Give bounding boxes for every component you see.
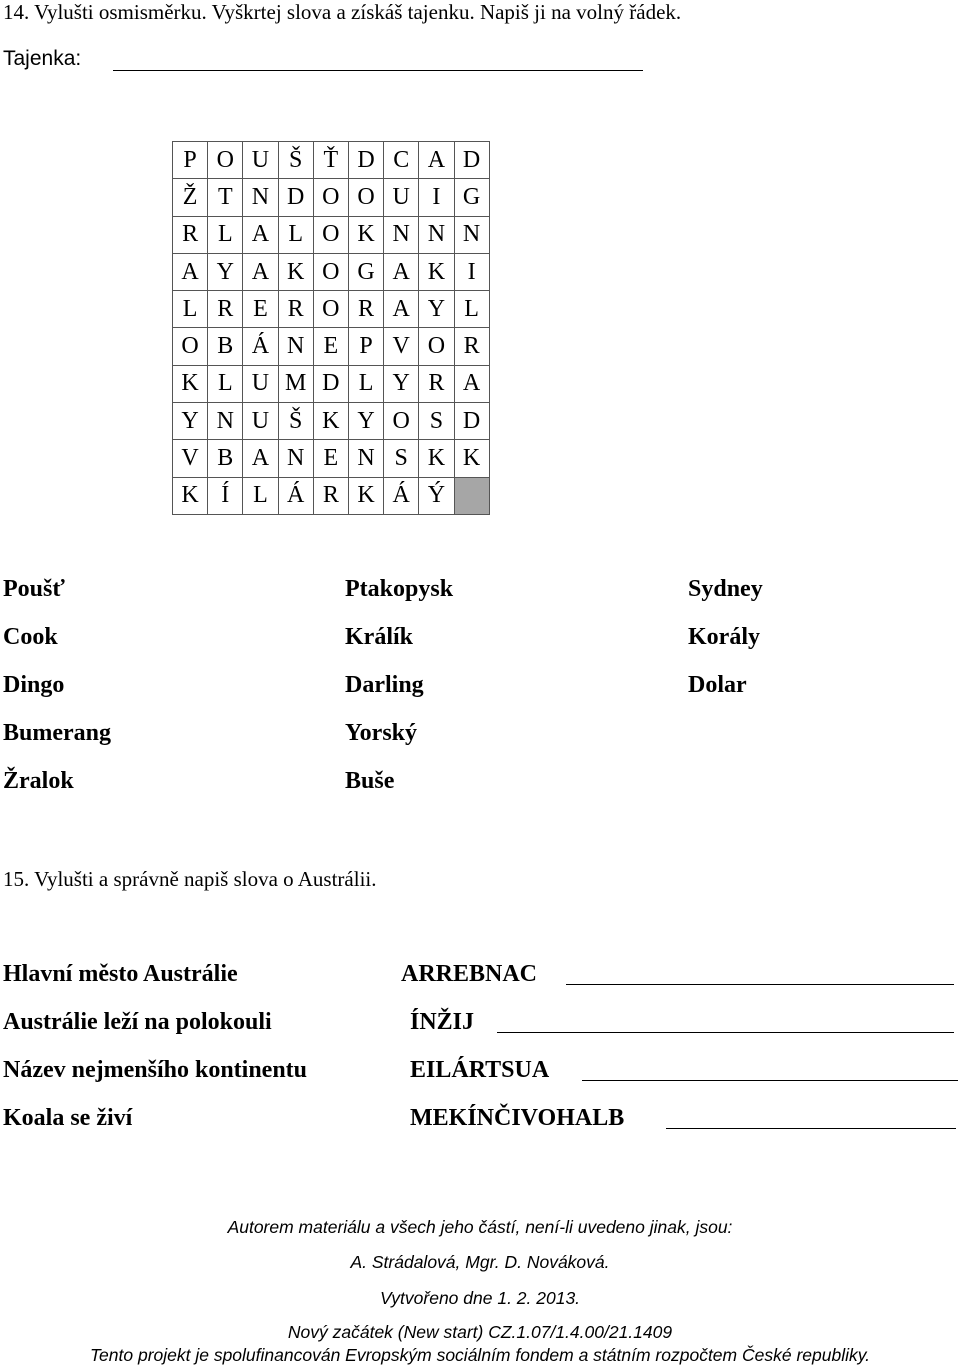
footer-date: Vytvořeno dne 1. 2. 2013. — [379, 1288, 581, 1308]
grid-cell: Ť — [313, 142, 348, 179]
grid-cell: Í — [208, 477, 243, 514]
footer-authors: A. Strádalová, Mgr. D. Nováková. — [350, 1252, 610, 1272]
word-item: Korály — [688, 624, 760, 650]
grid-cell: N — [384, 216, 419, 253]
scrambled-word: ARREBNAC — [401, 961, 538, 987]
grid-cell: K — [313, 403, 348, 440]
question-label: Austrálie leží na polokouli — [3, 1009, 272, 1035]
grid-cell: R — [348, 291, 383, 328]
grid-cell: I — [419, 179, 454, 216]
question-label: Hlavní město Austrálie — [3, 961, 238, 987]
grid-cell: I — [454, 253, 489, 290]
grid-row — [173, 328, 490, 365]
grid-cell: A — [173, 253, 208, 290]
grid-cell: E — [243, 291, 278, 328]
grid-cell: Á — [278, 477, 313, 514]
task-15-instruction: 15. Vylušti a správně napiš slova o Austrálii. — [3, 867, 377, 891]
grid-cell: A — [419, 142, 454, 179]
grid-cell: L — [243, 477, 278, 514]
grid-cell: U — [243, 142, 278, 179]
grid-cell: N — [278, 328, 313, 365]
grid-cell: O — [173, 328, 208, 365]
answer-line[interactable] — [666, 1128, 956, 1129]
grid-row — [173, 365, 490, 402]
grid-cell: Y — [208, 253, 243, 290]
grid-cell: Y — [419, 291, 454, 328]
word-item: Bumerang — [3, 720, 111, 746]
grid-cell: G — [454, 179, 489, 216]
grid-cell: R — [173, 216, 208, 253]
grid-cell: K — [419, 440, 454, 477]
grid-cell: S — [384, 440, 419, 477]
grid-cell: K — [348, 477, 383, 514]
grid-cell: N — [348, 440, 383, 477]
grid-row — [173, 291, 490, 328]
tajenka-answer-line[interactable] — [113, 70, 643, 71]
grid-cell: K — [278, 253, 313, 290]
tajenka-label: Tajenka: — [3, 47, 82, 70]
grid-cell: Ý — [419, 477, 454, 514]
grid-row — [173, 179, 490, 216]
grid-cell: R — [313, 477, 348, 514]
grid-cell: D — [278, 179, 313, 216]
grid-cell: L — [348, 365, 383, 402]
word-item: Králík — [345, 624, 414, 650]
grid-row — [173, 142, 490, 179]
grid-cell: A — [454, 365, 489, 402]
grid-row — [173, 440, 490, 477]
grid-cell: L — [173, 291, 208, 328]
word-item: Buše — [345, 768, 395, 794]
grid-cell: O — [208, 142, 243, 179]
scrambled-word: MEKÍNČIVOHALB — [410, 1105, 625, 1131]
answer-line[interactable] — [566, 984, 954, 985]
grid-cell: P — [348, 328, 383, 365]
footer-project: Nový začátek (New start) CZ.1.07/1.4.00/21.1409 — [287, 1322, 673, 1342]
footer-author-line: Autorem materiálu a všech jeho částí, není-li uvedeno jinak, jsou: — [227, 1217, 733, 1237]
grid-cell: N — [208, 403, 243, 440]
grid-row — [173, 253, 490, 290]
grid-cell: B — [208, 328, 243, 365]
grid-cell: M — [278, 365, 313, 402]
question-label: Koala se živí — [3, 1105, 133, 1131]
word-item: Yorský — [345, 720, 418, 746]
grid-cell: L — [208, 216, 243, 253]
scrambled-word: ÍNŽIJ — [410, 1009, 475, 1035]
word-item: Darling — [345, 672, 424, 698]
grid-cell: Á — [384, 477, 419, 514]
grid-cell: P — [173, 142, 208, 179]
grid-cell: L — [454, 291, 489, 328]
word-item: Ptakopysk — [345, 576, 454, 602]
grid-cell: S — [419, 403, 454, 440]
grid-cell: A — [243, 440, 278, 477]
grid-cell: B — [208, 440, 243, 477]
answer-line[interactable] — [497, 1032, 954, 1033]
grid-cell: Á — [243, 328, 278, 365]
grid-cell: R — [278, 291, 313, 328]
grid-cell: A — [243, 216, 278, 253]
word-search-grid — [172, 141, 490, 515]
grid-cell: K — [419, 253, 454, 290]
grid-cell: Y — [348, 403, 383, 440]
grid-cell: L — [278, 216, 313, 253]
grid-cell: N — [419, 216, 454, 253]
grid-cell: D — [348, 142, 383, 179]
word-item: Žralok — [3, 768, 74, 794]
grid-cell: N — [278, 440, 313, 477]
grid-cell: K — [348, 216, 383, 253]
grid-cell: A — [243, 253, 278, 290]
grid-cell: O — [313, 253, 348, 290]
grid-cell: O — [348, 179, 383, 216]
scrambled-word: EILÁRTSUA — [410, 1057, 550, 1083]
grid-cell: O — [313, 216, 348, 253]
grid-cell: V — [384, 328, 419, 365]
grid-cell: D — [454, 142, 489, 179]
grid-cell: Y — [173, 403, 208, 440]
grid-cell: C — [384, 142, 419, 179]
word-item: Poušť — [3, 576, 65, 602]
grid-cell: E — [313, 440, 348, 477]
grid-cell: T — [208, 179, 243, 216]
grid-cell: U — [243, 365, 278, 402]
grid-cell: A — [384, 253, 419, 290]
grid-cell: N — [454, 216, 489, 253]
footer-funding: Tento projekt je spolufinancován Evropským sociálním fondem a státním rozpočtem České republiky. — [89, 1345, 871, 1365]
grid-cell: K — [173, 365, 208, 402]
word-item: Cook — [3, 624, 58, 650]
grid-cell: D — [454, 403, 489, 440]
grid-cell: O — [384, 403, 419, 440]
question-label: Název nejmenšího kontinentu — [3, 1057, 308, 1083]
grid-cell: V — [173, 440, 208, 477]
grid-cell: O — [313, 291, 348, 328]
answer-line[interactable] — [582, 1080, 958, 1081]
grid-row — [173, 477, 490, 514]
grid-cell: K — [173, 477, 208, 514]
word-item: Dolar — [688, 672, 747, 698]
grid-cell: O — [313, 179, 348, 216]
grid-cell: E — [313, 328, 348, 365]
grid-cell: R — [454, 328, 489, 365]
grid-cell: L — [208, 365, 243, 402]
grid-row — [173, 403, 490, 440]
grid-row — [173, 216, 490, 253]
word-item: Dingo — [3, 672, 65, 698]
grid-cell: U — [384, 179, 419, 216]
grid-cell: Š — [278, 403, 313, 440]
task-14-instruction: 14. Vylušti osmisměrku. Vyškrtej slova a získáš tajenku. Napiš ji na volný řádek. — [3, 0, 682, 24]
grid-cell: K — [454, 440, 489, 477]
grid-cell: N — [243, 179, 278, 216]
grid-cell: Ž — [173, 179, 208, 216]
grid-cell: R — [419, 365, 454, 402]
grid-cell: A — [384, 291, 419, 328]
grid-cell-blank — [454, 477, 489, 514]
word-item: Sydney — [688, 576, 763, 602]
grid-cell: Š — [278, 142, 313, 179]
grid-cell: U — [243, 403, 278, 440]
grid-cell: Y — [384, 365, 419, 402]
grid-cell: O — [419, 328, 454, 365]
grid-cell: R — [208, 291, 243, 328]
grid-cell: G — [348, 253, 383, 290]
grid-cell: D — [313, 365, 348, 402]
